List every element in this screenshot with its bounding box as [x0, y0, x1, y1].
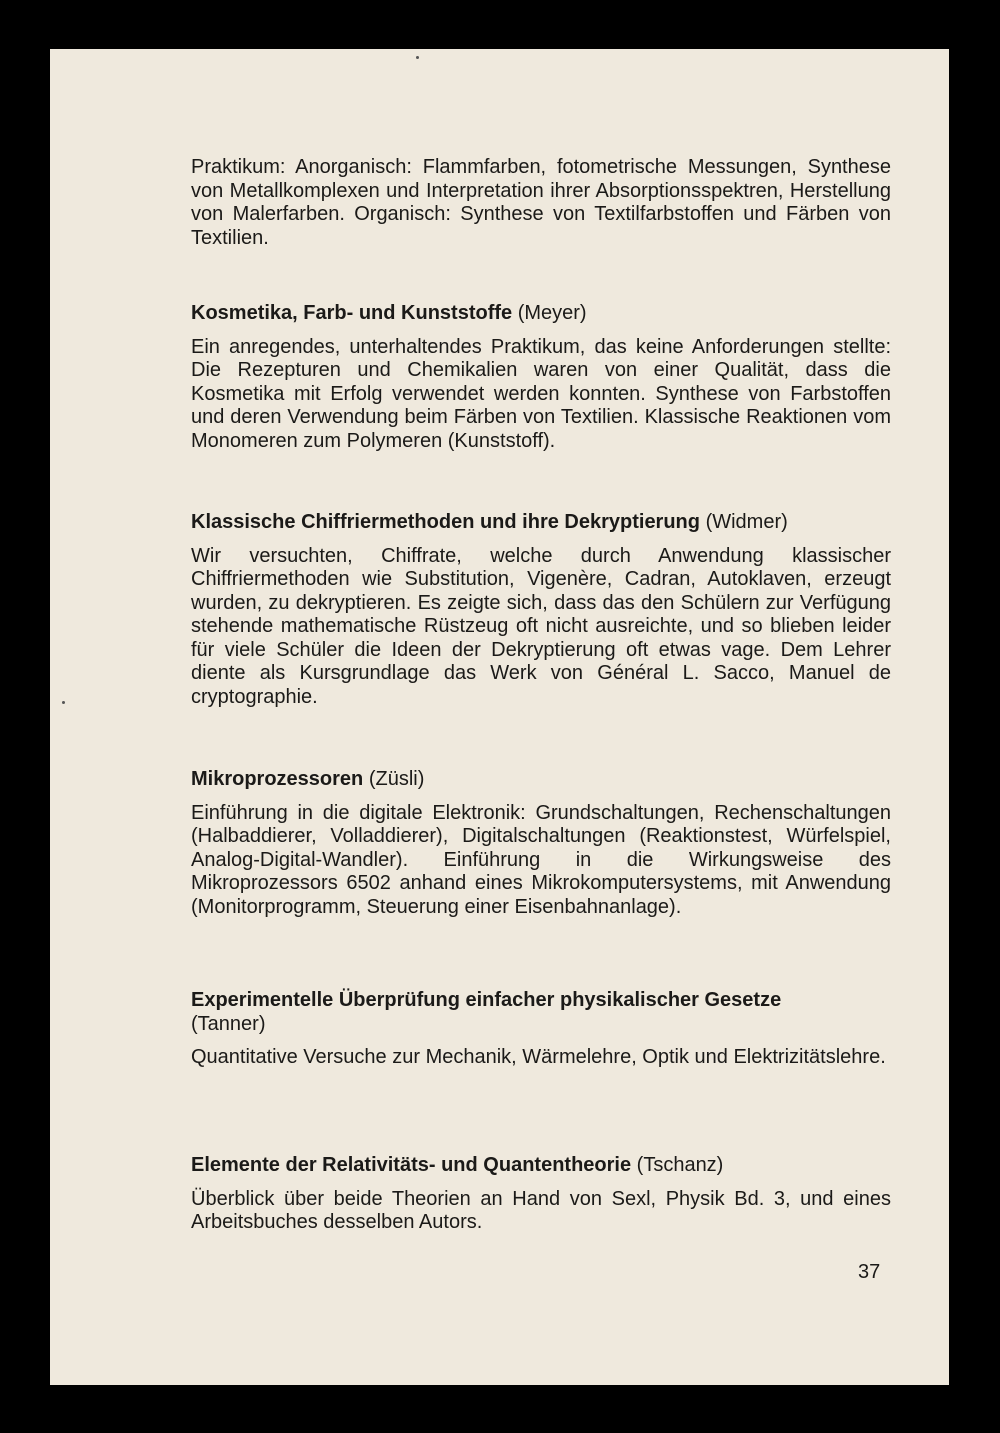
course-section [191, 511, 891, 709]
section-title: Klassische Chiffriermethoden und ihre Dekryptierung [191, 511, 700, 533]
section-teacher: (Meyer) [517, 302, 587, 324]
section-title: Experimentelle Überprüfung einfacher physikalischer Gesetze [191, 989, 782, 1011]
paper-speck [416, 56, 419, 59]
section-teacher: (Tschanz) [636, 1154, 724, 1176]
section-title: Mikroprozessoren [191, 768, 364, 790]
section-body: Einführung in die digitale Elektronik: Grundschaltungen, Rechenschaltungen (Halbaddierer, Volladdierer), Digitalschaltungen (Reaktionstest, Würfelspiel, Analog-Digital-Wandler). Einführung in die Wirkungsweise des Mikroprozessors 6502 anhand eines Mikrokomputersystems, mit Anwendung (Monitorprogramm, Steuerung einer Eisenbahnanlage). [191, 801, 891, 918]
course-section [191, 1154, 891, 1235]
section-body: Überblick über beide Theorien an Hand von Sexl, Physik Bd. 3, und eines Arbeitsbuches desselben Autors. [191, 1187, 891, 1233]
course-section [191, 302, 891, 453]
section-heading [191, 302, 891, 326]
page-number: 37 [858, 1261, 881, 1283]
section-teacher: (Widmer) [705, 511, 788, 533]
section-heading [191, 768, 891, 792]
course-section [191, 989, 891, 1070]
section-title: Kosmetika, Farb- und Kunststoffe [191, 302, 513, 324]
course-section [191, 768, 891, 919]
scanned-page [50, 49, 949, 1385]
section-body: Ein anregendes, unterhaltendes Praktikum, das keine Anforderungen stellte: Die Rezepturen und Chemikalien waren von einer Qualität, dass die Kosmetika mit Erfolg verwendet werden konnten. Synthese von Farbstoffen und deren Verwendung beim Färben von Textilien. Klassische Reaktionen vom Monomeren zum Polymeren (Kunststoff). [191, 335, 891, 452]
section-teacher: (Züsli) [368, 768, 425, 790]
page-content [191, 156, 891, 1233]
section-heading [191, 1154, 891, 1178]
section-title: Elemente der Relativitäts- und Quantentheorie [191, 1154, 632, 1176]
section-heading [191, 511, 891, 535]
paper-speck [62, 701, 65, 704]
section-teacher: (Tanner) [191, 1012, 266, 1035]
section-heading [191, 989, 891, 1036]
intro-paragraph: Praktikum: Anorganisch: Flammfarben, fotometrische Messungen, Synthese von Metallkomplexen und Interpretation ihrer Absorptionsspektren, Herstellung von Malerfarben. Organisch: Synthese von Textilfarbstoffen und Färben von Textilien. [191, 156, 891, 249]
section-body: Wir versuchten, Chiffrate, welche durch Anwendung klassischer Chiffriermethoden wie Substitution, Vigenère, Cadran, Autoklaven, erzeugt wurden, zu dekryptieren. Es zeigte sich, dass das den Schülern zur Verfügung stehende mathematische Rüstzeug oft nicht ausreichte, und so blieben leider für viele Schüler die Ideen der Dekryptierung oft etwas vage. Dem Lehrer diente als Kursgrundlage das Werk von Général L. Sacco, Manuel de cryptographie. [191, 544, 891, 708]
section-body: Quantitative Versuche zur Mechanik, Wärmelehre, Optik und Elektrizitätslehre. [191, 1046, 886, 1068]
